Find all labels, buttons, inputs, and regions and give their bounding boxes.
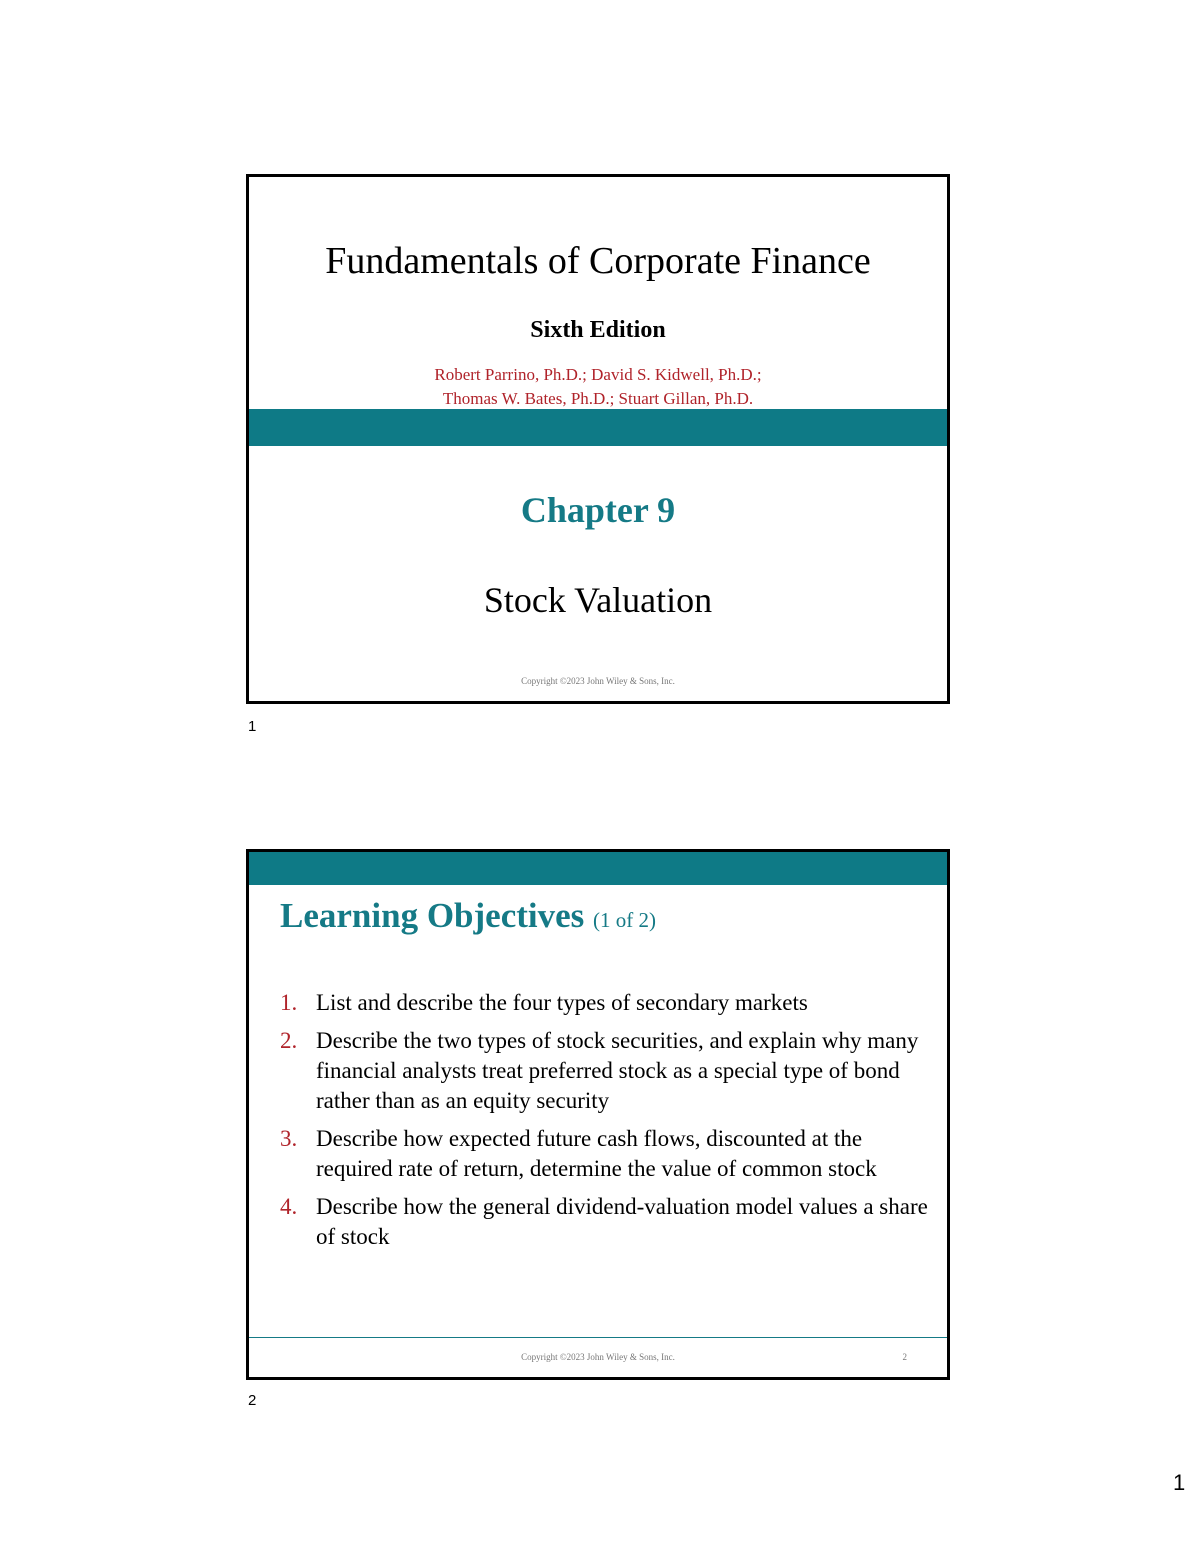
objective-number: 2.: [280, 1028, 298, 1053]
authors-line-1: Robert Parrino, Ph.D.; David S. Kidwell, Ph.D.;: [434, 365, 762, 384]
list-item: [280, 1124, 930, 1184]
heading-part: (1 of 2): [593, 908, 657, 932]
book-title: Fundamentals of Corporate Finance: [325, 240, 871, 282]
slide-1: [246, 174, 950, 704]
objective-number: 3.: [280, 1126, 298, 1151]
objective-text: Describe how the general dividend-valuation model values a share of stock: [316, 1194, 928, 1249]
copyright: Copyright ©2023 John Wiley & Sons, Inc.: [521, 676, 675, 686]
objective-text: Describe how expected future cash flows, discounted at the required rate of return, determine the value of common stock: [316, 1126, 877, 1181]
authors-line-2: Thomas W. Bates, Ph.D.; Stuart Gillan, Ph.D.: [442, 389, 754, 408]
slide-number: 2: [902, 1352, 907, 1362]
copyright: Copyright ©2023 John Wiley & Sons, Inc.: [521, 1352, 675, 1362]
objectives-list: [280, 988, 930, 1260]
objective-number: 4.: [280, 1194, 298, 1219]
objective-text: Describe the two types of stock securities, and explain why many financial analysts treat preferred stock as a special type of bond rather than as an equity security: [316, 1028, 919, 1113]
objective-number: 1.: [280, 990, 298, 1015]
objective-text: List and describe the four types of secondary markets: [316, 990, 808, 1015]
slide-heading: [280, 896, 656, 936]
slide-label-2: 2: [248, 1392, 257, 1409]
slide-2: [246, 849, 950, 1380]
authors: [249, 363, 947, 411]
slide-label-1: 1: [248, 718, 257, 735]
list-item: [280, 1192, 930, 1252]
edition: Sixth Edition: [530, 317, 666, 343]
list-item: [280, 988, 930, 1018]
heading-text: Learning Objectives: [280, 896, 585, 935]
header-band: [249, 852, 947, 885]
chapter-title: Chapter 9: [520, 490, 676, 530]
list-item: [280, 1026, 930, 1116]
footer-rule: [249, 1337, 947, 1338]
page-number: 1: [1173, 1470, 1186, 1495]
chapter-subtitle: Stock Valuation: [483, 580, 713, 620]
title-band: [249, 409, 947, 446]
